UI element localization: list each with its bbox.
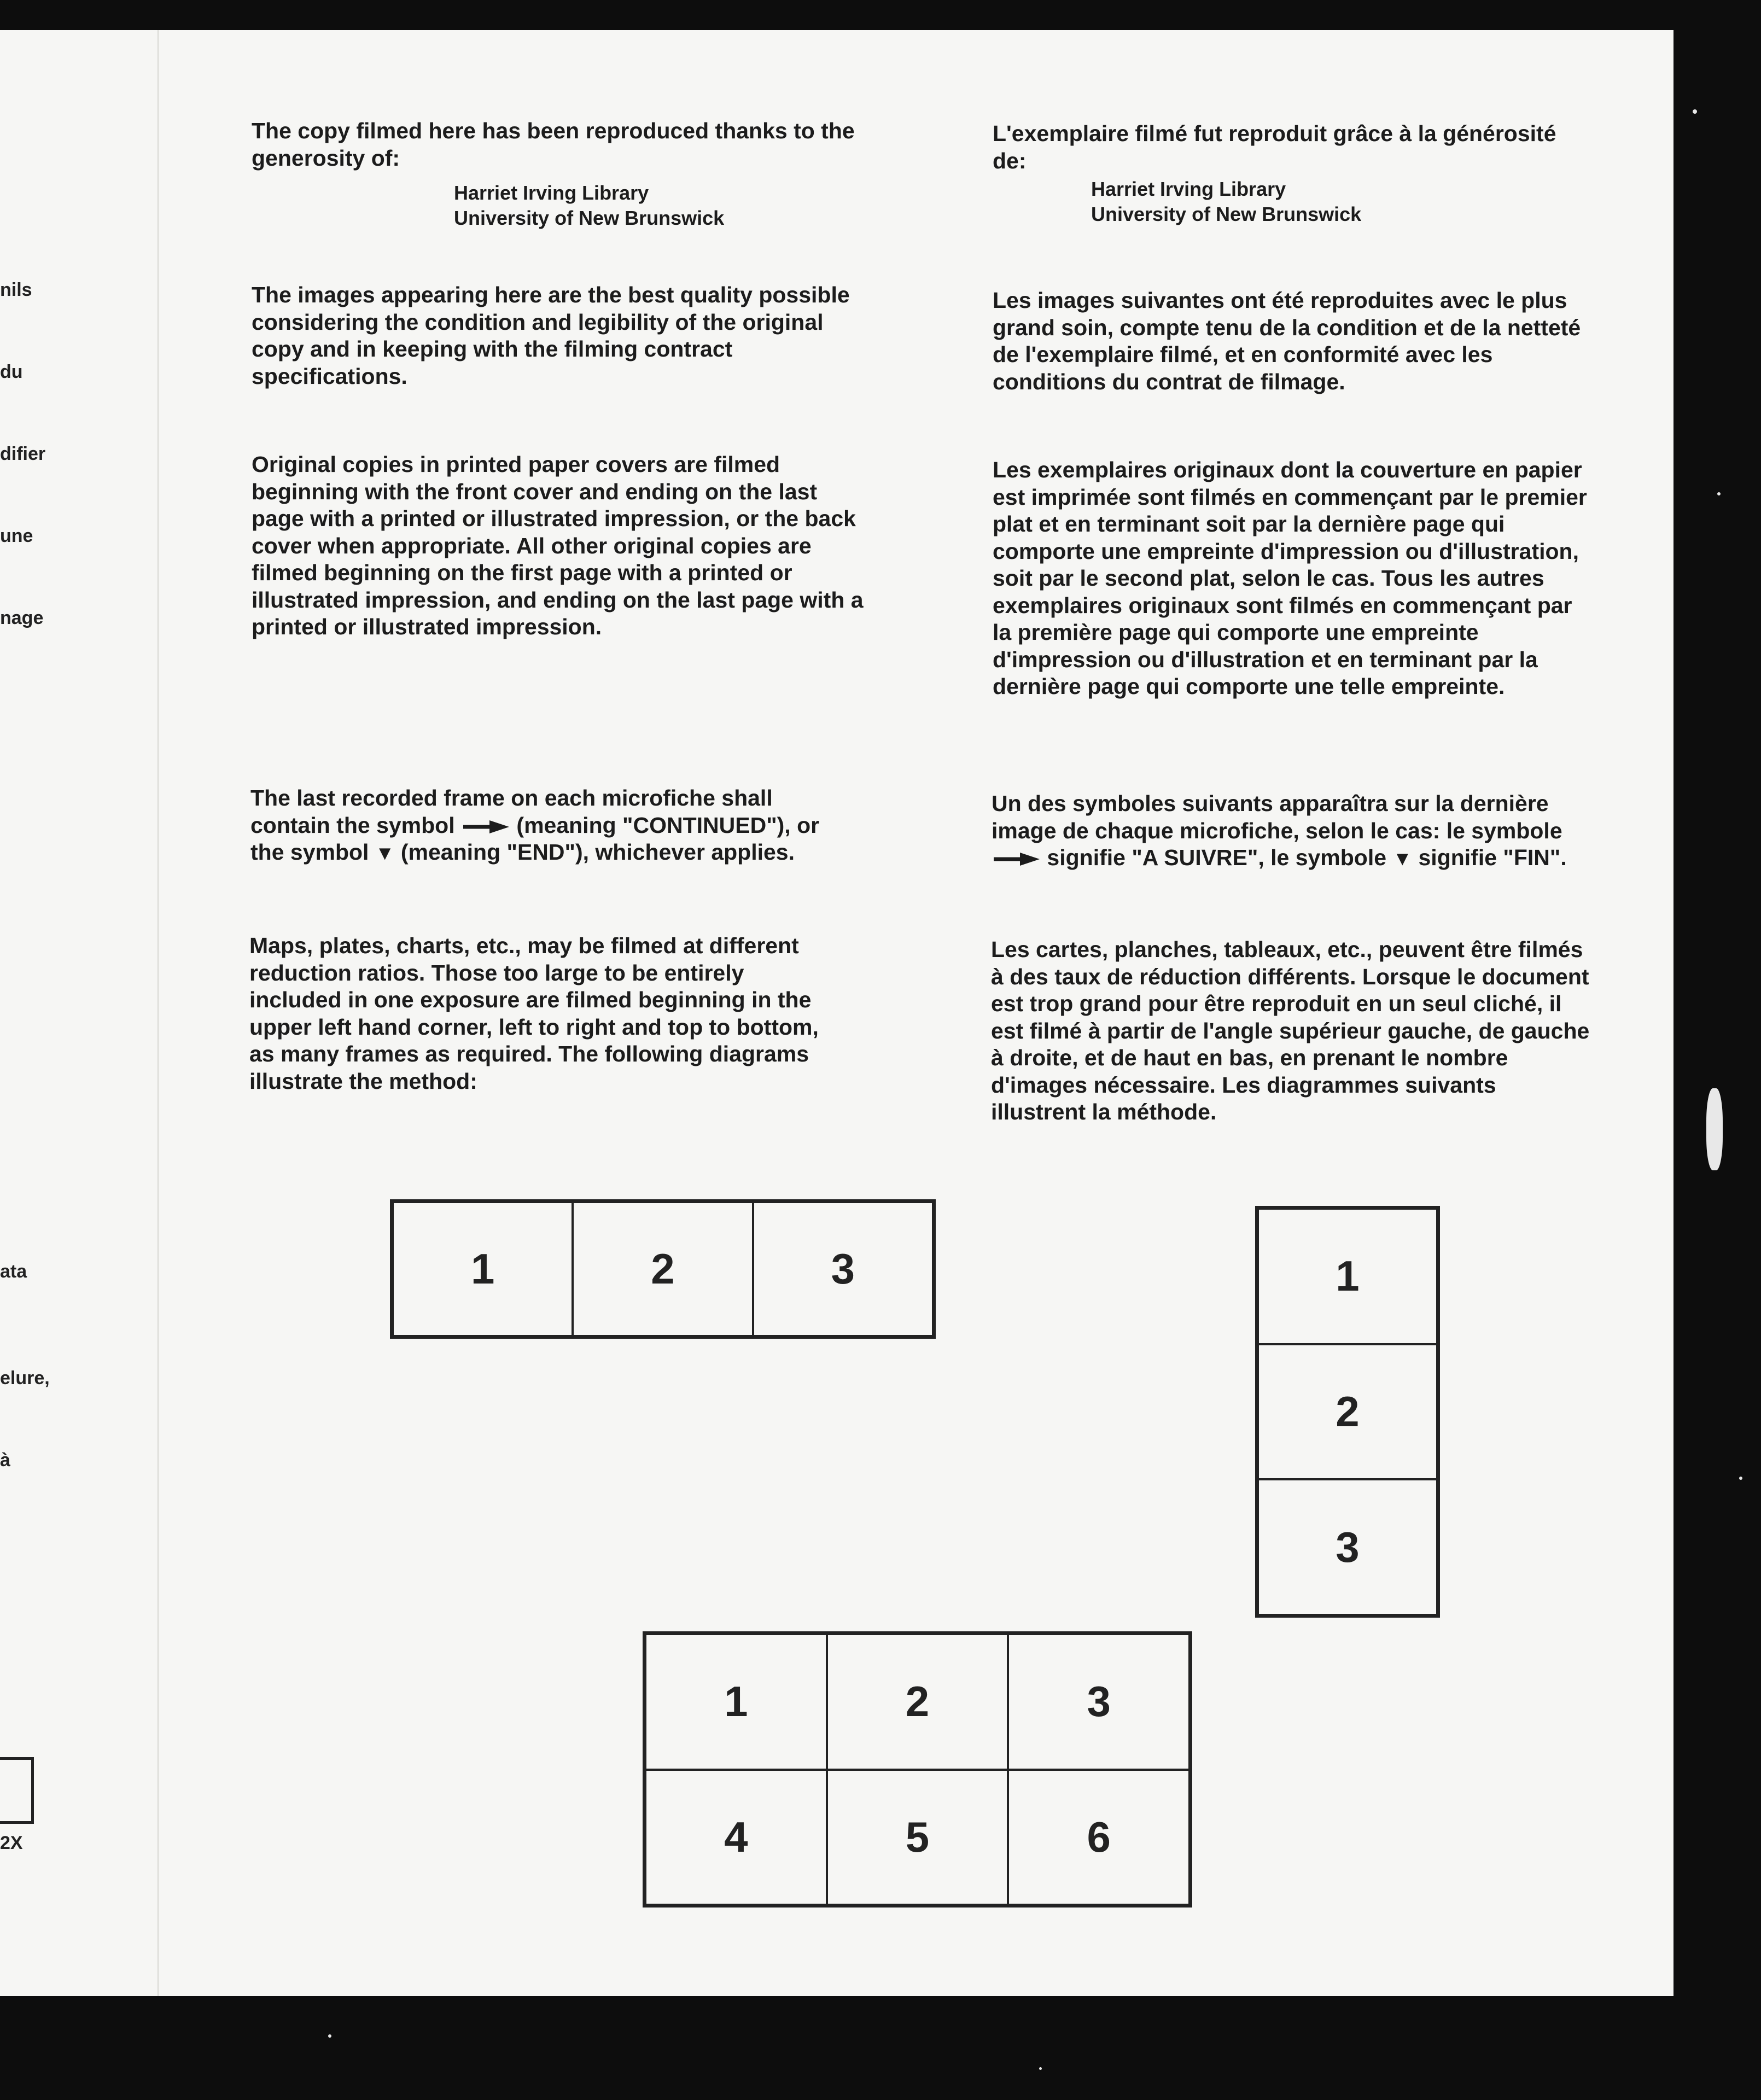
- previous-page-fragment-low: [0, 1310, 50, 1501]
- library-name: Harriet Irving Library: [1091, 178, 1286, 200]
- frame-cell: 2: [573, 1202, 753, 1336]
- english-symbols-text: [250, 785, 841, 867]
- french-symbols-part1: Un des symboles suivants apparaîtra sur la dernière image de chaque microfiche, selon le cas: le symbole: [992, 791, 1562, 843]
- frame-cell: 2: [1258, 1344, 1437, 1480]
- fragment-line: nils: [0, 279, 32, 300]
- horizontal-frames-diagram: [390, 1199, 936, 1339]
- french-symbols-text: [992, 790, 1593, 872]
- french-library-block: [1091, 177, 1447, 227]
- frame-cell: 2: [827, 1634, 1008, 1770]
- triangle-down-icon: ▼: [375, 842, 395, 864]
- french-symbols-paragraph: [992, 790, 1593, 872]
- frame-cell: 4: [645, 1770, 827, 1905]
- fragment-line: du: [0, 361, 23, 382]
- dust-speck: [1039, 2067, 1042, 2070]
- english-library-block: [454, 180, 809, 231]
- french-originals-paragraph: [993, 457, 1594, 701]
- previous-page-fragment-top: [0, 221, 45, 659]
- arrow-right-icon: [992, 851, 1041, 867]
- dust-speck: [328, 2034, 331, 2038]
- english-symbols-part2: (meaning "CONTINUED"), or the symbol: [250, 812, 820, 865]
- university-name: University of New Brunswick: [1091, 203, 1362, 225]
- french-symbols-part3: signifie "FIN".: [1418, 845, 1567, 870]
- dust-speck: [1693, 109, 1697, 114]
- english-originals-paragraph: [252, 451, 864, 641]
- university-name: University of New Brunswick: [454, 207, 725, 229]
- triangle-down-icon: ▼: [1392, 847, 1413, 870]
- french-intro: [993, 120, 1594, 174]
- dust-speck: [1739, 1477, 1742, 1480]
- frame-cell: 1: [393, 1202, 573, 1336]
- fragment-line: à: [0, 1450, 10, 1471]
- dust-speck: [1717, 492, 1721, 495]
- french-maps-text: Les cartes, planches, tableaux, etc., peuvent être filmés à des taux de réduction différents. Lorsque le document est trop grand pour être reproduit en un seul cliché, il est filmé à partir de l'angle supérieur gauche, de gauche à droite, et de haut en bas, en prenant le nombre d'images nécessaire. Les diagrammes suivants illustrent la méthode.: [991, 937, 1590, 1124]
- frame-cell: 5: [827, 1770, 1008, 1905]
- french-intro-text: L'exemplaire filmé fut reproduit grâce à la générosité de:: [993, 121, 1556, 173]
- english-maps-paragraph: [249, 932, 840, 1095]
- french-images-text: Les images suivantes ont été reproduites avec le plus grand soin, compte tenu de la condition et de la netteté de l'exemplaire filmé, et en conformité avec les conditions du contrat de filmage.: [993, 288, 1581, 394]
- page-fold-line: [158, 30, 159, 1996]
- frame-cell: 6: [1008, 1770, 1189, 1905]
- english-originals-text: Original copies in printed paper covers are filmed beginning with the front cover and ending on the last page with a printed or illustrated impression, or the back cover when appropriate. All other original copies are filmed beginning on the first page with a printed or illustrated impression, and ending on the last page with a printed or illustrated impression.: [252, 452, 864, 639]
- french-images-paragraph: [993, 287, 1594, 395]
- grid-frames-diagram: [643, 1631, 1192, 1908]
- frame-cell: 3: [1008, 1634, 1189, 1770]
- english-maps-text: Maps, plates, charts, etc., may be filmed at different reduction ratios. Those too large to be entirely included in one exposure are filmed beginning in the upper left hand corner, left to right and top to bottom, as many frames as required. The following diagrams illustrate the method:: [249, 933, 819, 1094]
- frame-cell: 3: [753, 1202, 933, 1336]
- english-images-text: The images appearing here are the best quality possible considering the condition and legibility of the original copy and in keeping with the filming contract specifications.: [252, 282, 850, 389]
- fragment-line: nage: [0, 608, 44, 628]
- fragment-line: difier: [0, 444, 46, 464]
- fragment-line: elure,: [0, 1368, 50, 1389]
- english-intro: [252, 118, 864, 172]
- arrow-right-icon: [461, 819, 510, 835]
- frame-cell: 3: [1258, 1479, 1437, 1615]
- english-intro-text: The copy filmed here has been reproduced thanks to the generosity of:: [252, 118, 855, 171]
- fragment-line: ata: [0, 1261, 27, 1282]
- frame-cell: 1: [1258, 1209, 1437, 1344]
- english-symbols-part1: The last recorded frame on each microfiche shall contain the symbol: [250, 785, 773, 838]
- previous-page-box-caption: 2X: [0, 1833, 23, 1853]
- english-symbols-paragraph: [250, 785, 841, 867]
- english-symbols-part3: (meaning "END"), whichever applies.: [400, 839, 795, 865]
- previous-page-box: [0, 1757, 34, 1824]
- previous-page-fragment-mid: [0, 1203, 27, 1312]
- frame-cell: 1: [645, 1634, 827, 1770]
- french-symbols-part2: signifie "A SUIVRE", le symbole: [1047, 845, 1387, 870]
- french-maps-paragraph: [991, 936, 1593, 1126]
- dust-speck: [1706, 1088, 1723, 1170]
- fragment-line: une: [0, 526, 33, 546]
- library-name: Harriet Irving Library: [454, 182, 649, 204]
- english-images-paragraph: [252, 282, 864, 390]
- vertical-frames-diagram: [1255, 1206, 1440, 1618]
- french-originals-text: Les exemplaires originaux dont la couverture en papier est imprimée sont filmés en commençant par le premier plat et en terminant soit par la dernière page qui comporte une empreinte d'impression ou d'illustration, soit par le second plat, selon le cas. Tous les autres exemplaires originaux sont filmés en commençant par la première page qui comporte une empreinte d'impression ou d'illustration et en terminant par la dernière page qui comporte une telle empreinte.: [993, 457, 1587, 699]
